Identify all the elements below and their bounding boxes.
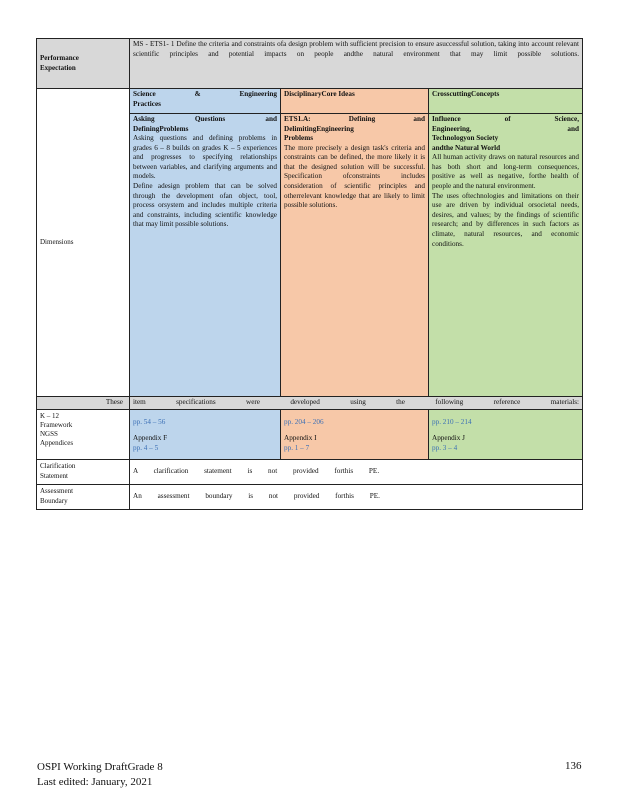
- references-intro: item specifications were developed using the following reference materials:: [130, 397, 583, 410]
- sep-content: Asking Questions and DefiningProblems Asking questions and defining problems in grades 6 – 8 builds on grades K – 5 experiences and progresses to specifying relationships between variables, and clarifying arguments and models. Define adesign problem that can be solved through the development ofan object, tool, process orsystem and includes multiple criteria and constraints, including scientific knowledge that may limit possible solutions.: [133, 115, 277, 229]
- footer-edited-line: Last edited: January, 2021: [37, 775, 153, 788]
- ccc-column: [429, 89, 583, 397]
- item-specification-table: [36, 38, 583, 510]
- references-sep: [130, 409, 281, 459]
- appendix-pages-sep: pp. 4 – 5: [133, 443, 159, 452]
- assessment-label: Assessment Boundary: [37, 484, 130, 509]
- performance-expectation-label: Performance Expectation: [37, 39, 130, 89]
- clarification-label: Clarification Statement: [37, 459, 130, 484]
- appendix-dci: Appendix I: [284, 434, 317, 443]
- appendix-sep: Appendix F: [133, 434, 168, 443]
- dimensions-label: Dimensions: [37, 89, 130, 397]
- ccc-body-2: The uses oftechnologies and limitations on their use are driven by individual orsocietal needs, desires, and values; by the findings of scientific research; and by differences in such factors as climate, natural resources, and economic conditions.: [432, 191, 580, 248]
- clarification-statement: A clarification statement is not provided forthis PE.: [130, 459, 583, 484]
- dci-body: The more precisely a design task's criteria and constraints can be defined, the more likely it is that the designed solution will be successful. Specification ofconstraints includes consideration of scientific principles and otherrelevant knowledge that are likely to limit possible solutions.: [284, 143, 425, 210]
- assessment-boundary: An assessment boundary is not provided forthis PE.: [130, 484, 583, 509]
- sep-body-1: Asking questions and defining problems in grades 6 – 8 builds on grades K – 5 experiences and progresses to specifying relationships between variables, and clarifying arguments and models.: [133, 134, 277, 181]
- ccc-body-1: All human activity draws on natural resources and has both short and long-term consequences, positive as well as negative, forthe health of people and the natural environment.: [432, 153, 580, 191]
- ccc-content: Influence of Science, Engineering, and Technologyon Society andthe Natural World All human activity draws on natural resources and has both short and long-term consequences, positive as well as negative, forthe health of people and the natural environment. The uses oftechnologies and limitations on their use are driven by individual orsocietal needs, desires, and values; by the findings of scientific research; and by differences in such factors as climate, natural resources, and economic conditions.: [432, 115, 580, 248]
- appendix-pages-ccc: pp. 3 – 4: [432, 443, 458, 452]
- references-ccc: [429, 409, 583, 459]
- appendix-pages-dci: pp. 1 – 7: [284, 443, 310, 452]
- dci-content: ETS1.A: Defining and DelimitingEngineering Problems The more precisely a design task's criteria and constraints can be defined, the more likely it is that the designed solution will be successful. Specification ofconstraints includes consideration of scientific principles and otherrelevant knowledge that are likely to limit possible solutions.: [284, 115, 425, 210]
- references-dci: [281, 409, 429, 459]
- references-intro-prefix: These: [37, 397, 130, 410]
- ccc-header: CrosscuttingConcepts: [429, 89, 582, 114]
- sep-column: [130, 89, 281, 397]
- framework-pages-dci: pp. 204 – 206: [284, 417, 324, 426]
- appendix-ccc: Appendix J: [432, 434, 465, 443]
- footer: [37, 760, 163, 790]
- dci-header: DisciplinaryCore Ideas: [281, 89, 428, 114]
- framework-pages-ccc: pp. 210 – 214: [432, 417, 472, 426]
- page-number: 136: [565, 760, 582, 772]
- dci-column: [281, 89, 429, 397]
- performance-expectation-text: MS - ETS1- 1 Define the criteria and constraints ofa design problem with sufficient precision to ensure asuccessful solution, taking into account relevant scientific principles and potential impacts on people andthe natural environment that may limit possible solutions.: [130, 39, 583, 89]
- sep-body-2: Define adesign problem that can be solved through the development ofan object, tool, process orsystem and includes multiple criteria and constraints, including scientific knowledge that may limit possible solutions.: [133, 182, 277, 229]
- framework-pages-sep: pp. 54 – 56: [133, 417, 166, 426]
- references-label: K – 12 Framework NGSS Appendices: [37, 409, 130, 459]
- footer-draft-line: OSPI Working DraftGrade 8: [37, 761, 163, 773]
- sep-header: Science & Engineering Practices: [130, 89, 280, 114]
